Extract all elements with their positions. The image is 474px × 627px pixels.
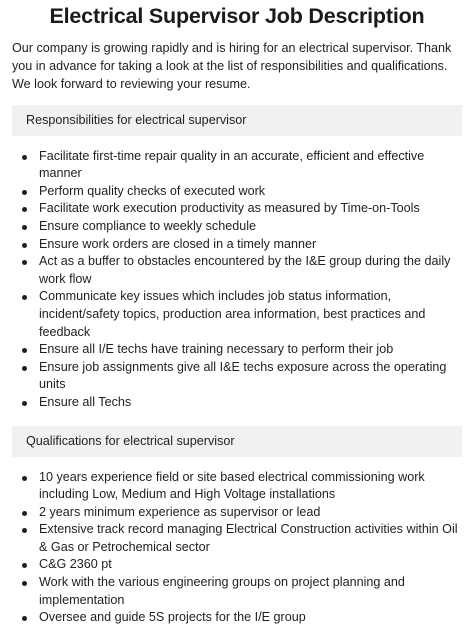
list-item-text: Facilitate first-time repair quality in an accurate, efficient and effective manner xyxy=(39,148,425,181)
list-item-text: Extensive track record managing Electrical Construction activities within Oil & Gas or Petrochemical sector xyxy=(39,522,458,554)
bullet-icon xyxy=(22,295,27,300)
bullet-icon xyxy=(22,348,27,353)
bullet-icon xyxy=(22,563,27,568)
list-item xyxy=(39,469,462,504)
bullet-icon xyxy=(22,243,27,248)
bullet-icon xyxy=(22,616,27,621)
bullet-icon xyxy=(22,366,27,371)
list-item xyxy=(39,236,462,254)
list-item-text: Ensure all I/E techs have training necessary to perform their job xyxy=(39,342,394,357)
list-item xyxy=(39,288,462,341)
qualifications-list xyxy=(12,469,462,627)
list-item xyxy=(39,200,462,218)
bullet-icon xyxy=(22,401,27,406)
bullet-icon xyxy=(22,155,27,160)
responsibilities-list xyxy=(12,148,462,412)
list-item-text: Act as a buffer to obstacles encountered by the I&E group during the daily work flow xyxy=(39,254,451,286)
list-item-text: Facilitate work execution productivity as measured by Time-on-Tools xyxy=(39,201,420,216)
bullet-icon xyxy=(22,225,27,230)
list-item xyxy=(39,394,462,412)
bullet-icon xyxy=(22,207,27,212)
bullet-icon xyxy=(22,581,27,586)
list-item-text: 10 years experience field or site based electrical commissioning work including Low, Medium and High Voltage installations xyxy=(39,469,425,502)
list-item xyxy=(39,253,462,288)
list-item-text: C&G 2360 pt xyxy=(39,557,112,572)
intro-paragraph: Our company is growing rapidly and is hiring for an electrical supervisor. Thank you in advance for taking a look at the list of responsibilities and qualifications. We look forward to reviewing your resume. xyxy=(12,41,452,92)
list-item xyxy=(39,556,462,574)
list-item xyxy=(39,609,462,627)
list-item xyxy=(39,341,462,359)
list-item-text: Perform quality checks of executed work xyxy=(39,183,266,198)
list-item xyxy=(39,521,462,556)
list-item xyxy=(39,183,462,201)
list-item-text: Ensure job assignments give all I&E techs exposure across the operating units xyxy=(39,359,447,392)
list-item-text: Ensure work orders are closed in a timely manner xyxy=(39,236,317,251)
list-item xyxy=(39,148,462,183)
list-item xyxy=(39,359,462,394)
bullet-icon xyxy=(22,476,27,481)
list-item xyxy=(39,504,462,522)
list-item-text: Work with the various engineering groups on project planning and implementation xyxy=(39,575,405,607)
list-item xyxy=(39,574,462,609)
list-item-text: Communicate key issues which includes job status information, incident/safety topics, production area information, best practices and feedback xyxy=(39,289,426,339)
qualifications-heading: Qualifications for electrical supervisor xyxy=(12,426,462,457)
list-item-text: Ensure compliance to weekly schedule xyxy=(39,218,257,233)
bullet-icon xyxy=(22,190,27,195)
bullet-icon xyxy=(22,260,27,265)
bullet-icon xyxy=(22,511,27,516)
page-title: Electrical Supervisor Job Description xyxy=(49,4,425,28)
list-item-text: 2 years minimum experience as supervisor or lead xyxy=(39,504,321,519)
responsibilities-heading: Responsibilities for electrical supervisor xyxy=(12,105,462,136)
list-item-text: Oversee and guide 5S projects for the I/E group xyxy=(39,610,306,625)
list-item xyxy=(39,218,462,236)
bullet-icon xyxy=(22,528,27,533)
list-item-text: Ensure all Techs xyxy=(39,394,132,409)
